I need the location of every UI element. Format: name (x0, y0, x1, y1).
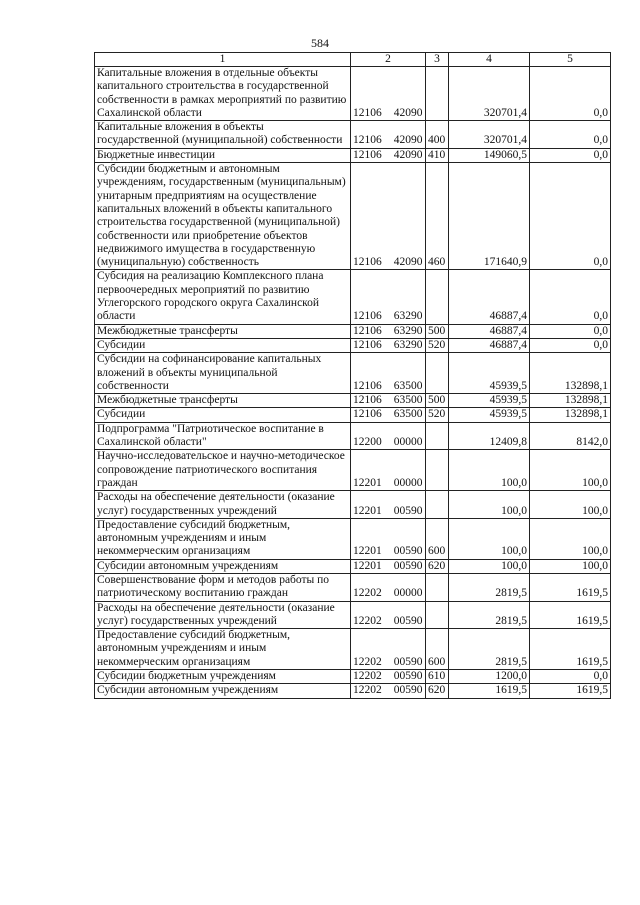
row-expense-kind: 400 (426, 121, 449, 149)
row-expense-kind (426, 270, 449, 324)
row-amount-col5: 0,0 (530, 163, 611, 270)
row-amount-col4: 100,0 (449, 491, 530, 519)
row-amount-col5: 8142,0 (530, 422, 611, 450)
row-expense-kind (426, 601, 449, 629)
row-code-direction: 63290 (393, 310, 423, 323)
row-code-direction: 00000 (393, 587, 423, 600)
row-expense-kind (426, 353, 449, 394)
header-cell-1: 1 (95, 53, 351, 67)
row-code-program: 12202 (353, 684, 382, 697)
row-amount-col4: 149060,5 (449, 148, 530, 162)
row-code-direction: 42090 (393, 134, 423, 147)
row-amount-col5: 0,0 (530, 338, 611, 352)
row-target-code (351, 324, 426, 338)
row-amount-col4: 1200,0 (449, 670, 530, 684)
table-row (95, 422, 611, 450)
row-target-code (351, 67, 426, 121)
row-target-code (351, 601, 426, 629)
row-name: Расходы на обеспечение деятельности (оказание услуг) государственных учреждений (95, 601, 351, 629)
table-row (95, 601, 611, 629)
row-amount-col5: 100,0 (530, 450, 611, 491)
row-amount-col5: 0,0 (530, 270, 611, 324)
row-target-code (351, 394, 426, 408)
row-amount-col5: 132898,1 (530, 408, 611, 422)
table-row (95, 121, 611, 149)
row-target-code (351, 270, 426, 324)
row-amount-col4: 171640,9 (449, 163, 530, 270)
table-row (95, 394, 611, 408)
row-name: Субсидия на реализацию Комплексного плана первоочередных мероприятий по развитию Углегорского городского округа Сахалинской области (95, 270, 351, 324)
row-name: Субсидии бюджетным учреждениям (95, 670, 351, 684)
row-target-code (351, 559, 426, 573)
header-cell-4: 4 (449, 53, 530, 67)
row-amount-col5: 0,0 (530, 324, 611, 338)
header-cell-5: 5 (530, 53, 611, 67)
row-code-direction: 00000 (393, 476, 423, 489)
header-cell-2: 2 (351, 53, 426, 67)
page-number: 584 (311, 36, 329, 50)
table-row (95, 629, 611, 670)
table-row (95, 148, 611, 162)
row-target-code (351, 518, 426, 559)
row-expense-kind: 600 (426, 629, 449, 670)
table-row (95, 684, 611, 698)
table-row (95, 67, 611, 121)
row-target-code (351, 338, 426, 352)
row-code-program: 12106 (353, 379, 382, 392)
row-target-code (351, 148, 426, 162)
table-row (95, 270, 611, 324)
row-target-code (351, 491, 426, 519)
row-code-direction: 00590 (393, 559, 423, 572)
row-code-program: 12200 (353, 436, 382, 449)
header-cell-3: 3 (426, 53, 449, 67)
row-name: Научно-исследовательское и научно-методическое сопровождение патриотического воспитания граждан (95, 450, 351, 491)
row-expense-kind: 610 (426, 670, 449, 684)
row-target-code (351, 121, 426, 149)
row-code-direction: 00000 (393, 436, 423, 449)
row-code-direction: 00590 (393, 545, 423, 558)
row-code-direction: 63500 (393, 408, 423, 421)
row-code-direction: 63500 (393, 394, 423, 407)
table-row (95, 408, 611, 422)
row-code-direction: 63290 (393, 338, 423, 351)
row-expense-kind: 460 (426, 163, 449, 270)
row-code-program: 12202 (353, 655, 382, 668)
row-code-program: 12106 (353, 256, 382, 269)
row-target-code (351, 408, 426, 422)
row-name: Капитальные вложения в объекты государственной (муниципальной) собственности (95, 121, 351, 149)
row-code-direction: 00590 (393, 614, 423, 627)
table-row (95, 573, 611, 601)
row-amount-col4: 46887,4 (449, 338, 530, 352)
table-row (95, 491, 611, 519)
row-amount-col4: 100,0 (449, 559, 530, 573)
row-amount-col5: 132898,1 (530, 394, 611, 408)
row-expense-kind: 520 (426, 408, 449, 422)
row-amount-col4: 1619,5 (449, 684, 530, 698)
row-amount-col4: 320701,4 (449, 121, 530, 149)
row-amount-col4: 46887,4 (449, 324, 530, 338)
row-amount-col5: 1619,5 (530, 684, 611, 698)
row-name: Межбюджетные трансферты (95, 394, 351, 408)
row-code-program: 12201 (353, 559, 382, 572)
row-amount-col4: 45939,5 (449, 394, 530, 408)
table-row (95, 353, 611, 394)
row-expense-kind: 410 (426, 148, 449, 162)
table-row (95, 338, 611, 352)
row-name: Подпрограмма "Патриотическое воспитание в Сахалинской области" (95, 422, 351, 450)
row-target-code (351, 353, 426, 394)
row-name: Субсидии автономным учреждениям (95, 684, 351, 698)
row-target-code (351, 450, 426, 491)
row-amount-col4: 2819,5 (449, 601, 530, 629)
row-code-program: 12201 (353, 504, 382, 517)
row-amount-col5: 0,0 (530, 670, 611, 684)
row-code-program: 12202 (353, 614, 382, 627)
row-amount-col4: 100,0 (449, 450, 530, 491)
row-name: Предоставление субсидий бюджетным, автономным учреждениям и иным некоммерческим организациям (95, 518, 351, 559)
row-target-code (351, 684, 426, 698)
table-row (95, 450, 611, 491)
row-name: Расходы на обеспечение деятельности (оказание услуг) государственных учреждений (95, 491, 351, 519)
budget-table (94, 52, 611, 699)
row-code-program: 12106 (353, 134, 382, 147)
row-name: Межбюджетные трансферты (95, 324, 351, 338)
row-code-program: 12106 (353, 324, 382, 337)
table-header-row (95, 53, 611, 67)
table-row (95, 670, 611, 684)
row-code-program: 12201 (353, 545, 382, 558)
row-code-direction: 63290 (393, 324, 423, 337)
row-expense-kind (426, 450, 449, 491)
row-expense-kind: 500 (426, 324, 449, 338)
row-target-code (351, 573, 426, 601)
row-amount-col5: 100,0 (530, 559, 611, 573)
row-code-program: 12106 (353, 106, 382, 119)
row-amount-col5: 0,0 (530, 148, 611, 162)
row-amount-col5: 0,0 (530, 67, 611, 121)
row-expense-kind: 620 (426, 684, 449, 698)
row-name: Субсидии (95, 408, 351, 422)
row-amount-col4: 12409,8 (449, 422, 530, 450)
row-code-program: 12106 (353, 408, 382, 421)
row-expense-kind: 500 (426, 394, 449, 408)
row-target-code (351, 629, 426, 670)
row-amount-col4: 320701,4 (449, 67, 530, 121)
row-code-direction: 00590 (393, 655, 423, 668)
row-code-direction: 42090 (393, 148, 423, 161)
row-target-code (351, 670, 426, 684)
row-name: Субсидии (95, 338, 351, 352)
row-expense-kind (426, 573, 449, 601)
row-amount-col5: 132898,1 (530, 353, 611, 394)
row-amount-col4: 45939,5 (449, 353, 530, 394)
row-amount-col5: 100,0 (530, 491, 611, 519)
row-name: Субсидии на софинансирование капитальных вложений в объекты муниципальной собственности (95, 353, 351, 394)
table-row (95, 559, 611, 573)
row-code-program: 12106 (353, 310, 382, 323)
budget-table-body (95, 53, 611, 699)
row-name: Капитальные вложения в отдельные объекты капитального строительства в государственной собственности в рамках мероприятий по развитию Сахалинской области (95, 67, 351, 121)
table-row (95, 324, 611, 338)
row-amount-col4: 2819,5 (449, 573, 530, 601)
row-code-program: 12106 (353, 338, 382, 351)
row-name: Бюджетные инвестиции (95, 148, 351, 162)
row-amount-col5: 1619,5 (530, 601, 611, 629)
table-row (95, 518, 611, 559)
row-expense-kind: 600 (426, 518, 449, 559)
row-name: Совершенствование форм и методов работы по патриотическому воспитанию граждан (95, 573, 351, 601)
row-code-program: 12202 (353, 670, 382, 683)
row-code-direction: 00590 (393, 684, 423, 697)
row-amount-col4: 100,0 (449, 518, 530, 559)
row-amount-col5: 100,0 (530, 518, 611, 559)
row-amount-col5: 1619,5 (530, 573, 611, 601)
row-code-direction: 63500 (393, 379, 423, 392)
table-row (95, 163, 611, 270)
row-amount-col4: 2819,5 (449, 629, 530, 670)
row-target-code (351, 163, 426, 270)
row-name: Субсидии бюджетным и автономным учреждениям, государственным (муниципальным) унитарным предприятиям на осуществление капитальных вложений в объекты капитального строительства государственной (муниципальной) собственности или приобретение объектов недвижимого имущества в государственную (муниципальную) собственность (95, 163, 351, 270)
row-amount-col5: 1619,5 (530, 629, 611, 670)
row-code-direction: 42090 (393, 256, 423, 269)
row-code-program: 12106 (353, 394, 382, 407)
row-expense-kind: 620 (426, 559, 449, 573)
row-code-program: 12201 (353, 476, 382, 489)
row-name: Предоставление субсидий бюджетным, автономным учреждениям и иным некоммерческим организациям (95, 629, 351, 670)
row-expense-kind (426, 491, 449, 519)
row-amount-col5: 0,0 (530, 121, 611, 149)
row-target-code (351, 422, 426, 450)
row-code-program: 12106 (353, 148, 382, 161)
row-expense-kind (426, 67, 449, 121)
row-name: Субсидии автономным учреждениям (95, 559, 351, 573)
row-amount-col4: 45939,5 (449, 408, 530, 422)
row-expense-kind (426, 422, 449, 450)
row-code-direction: 00590 (393, 670, 423, 683)
row-code-direction: 42090 (393, 106, 423, 119)
row-code-direction: 00590 (393, 504, 423, 517)
row-code-program: 12202 (353, 587, 382, 600)
row-amount-col4: 46887,4 (449, 270, 530, 324)
row-expense-kind: 520 (426, 338, 449, 352)
